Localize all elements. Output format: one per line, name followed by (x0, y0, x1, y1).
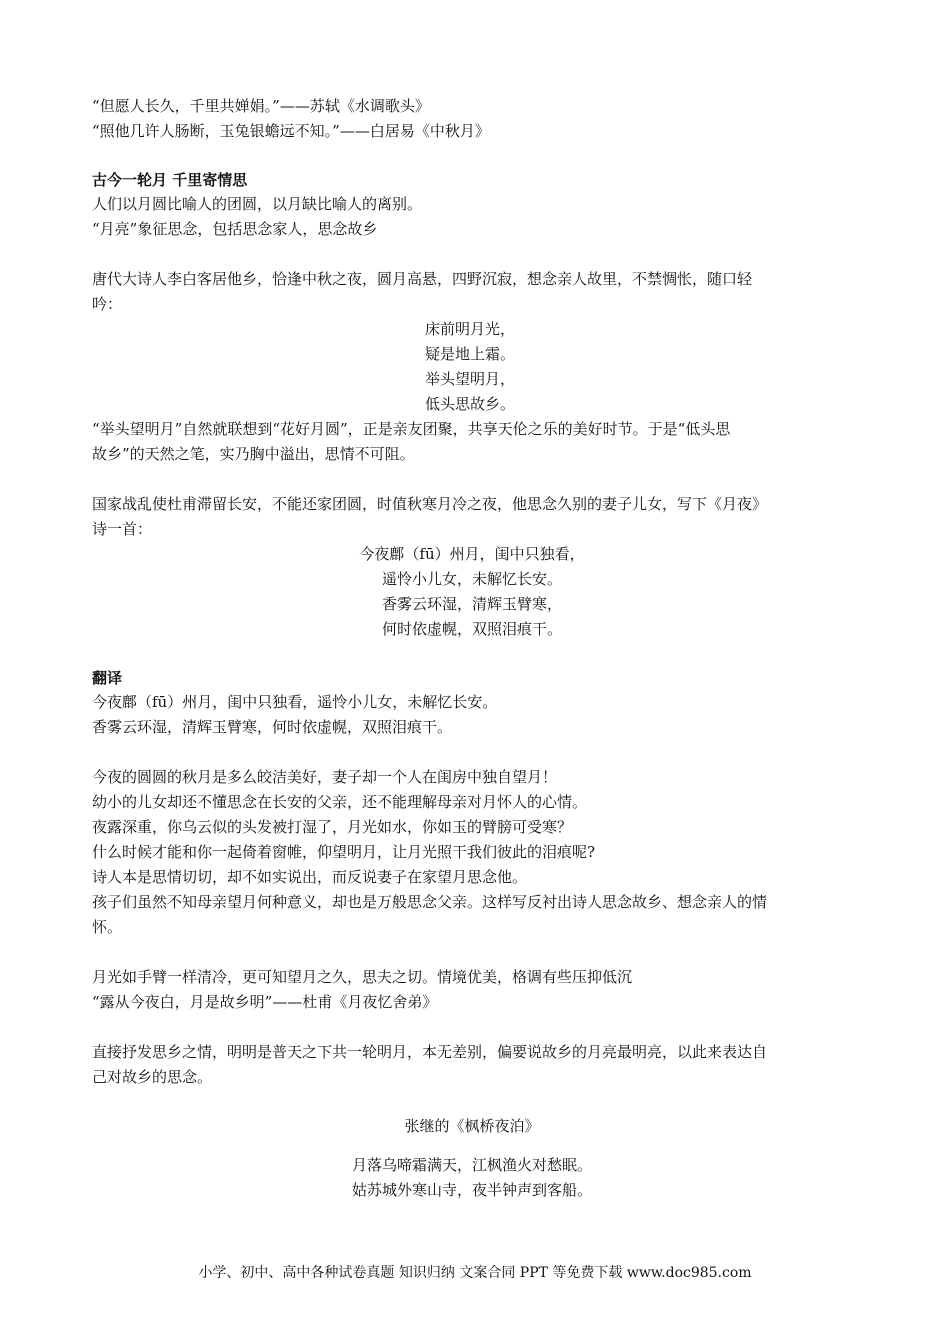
section-heading: 古今一轮月 千里寄情思 (92, 171, 248, 189)
explain-line: 怀。 (92, 918, 123, 936)
libai-intro-line: 唐代大诗人李白客居他乡，恰逢中秋之夜，圆月高悬，四野沉寂，想念亲人故里，不禁惆怅，随口轻 (92, 270, 753, 288)
explain-line: 什么时候才能和你一起倚着窗帷，仰望明月，让月光照干我们彼此的泪痕呢? (92, 843, 596, 861)
zhangji-title: 张继的《枫桥夜泊》 (404, 1117, 540, 1135)
explain-line: 夜露深重，你乌云似的头发被打湿了，月光如水，你如玉的臂膀可受寒？ (92, 818, 573, 836)
poem-line: 低头思故乡。 (425, 395, 516, 413)
libai-analysis-line: “举头望明月”自然就联想到“花好月圆”，正是亲友团聚，共享天伦之乐的美好时节。于是“低头思 (92, 420, 731, 438)
explain-line: 孩子们虽然不知母亲望月何种意义，却也是万般思念父亲。这样写反衬出诗人思念故乡、想念亲人的情 (92, 893, 768, 911)
paragraph-line: 人们以月圆比喻人的团圆，以月缺比喻人的离别。 (92, 195, 423, 213)
translation-line: 今夜鄜（fū）州月，闺中只独看，遥怜小儿女，未解忆长安。 (92, 693, 498, 711)
libai-analysis-line: 故乡”的天然之笔，实乃胸中溢出，思情不可阻。 (92, 445, 415, 463)
poem-line: 姑苏城外寒山寺，夜半钟声到客船。 (351, 1181, 592, 1199)
quote-sushi: “但愿人长久，千里共婵娟。”——苏轼《水调歌头》 (92, 97, 430, 115)
paragraph-line: “月亮”象征思念，包括思念家人，思念故乡 (92, 220, 378, 238)
mood-line: 月光如手臂一样清冷，更可知望月之久，思夫之切。情境优美，格调有些压抑低沉 (92, 968, 633, 986)
explain-line: 诗人本是思情切切，却不如实说出，而反说妻子在家望月思念他。 (92, 868, 528, 886)
poem-line: 月落乌啼霜满天，江枫渔火对愁眠。 (351, 1156, 592, 1174)
dufu-intro-line: 国家战乱使杜甫滞留长安，不能还家团圆，时值秋寒月冷之夜，他思念久别的妻子儿女，写下《月夜》 (92, 495, 768, 513)
translation-heading: 翻译 (92, 669, 123, 687)
poem-line: 遥怜小儿女，未解忆长安。 (381, 570, 562, 588)
footer-text: 小学、初中、高中各种试卷真题 知识归纳 文案合同 PPT 等免费下载 www.doc985.com (198, 1265, 752, 1281)
explain-line: 今夜的圆圆的秋月是多么皎洁美好，妻子却一个人在闺房中独自望月！ (92, 768, 558, 786)
direct-line: 直接抒发思乡之情，明明是普天之下共一轮明月，本无差别，偏要说故乡的月亮最明亮，以此来表达自 (92, 1043, 768, 1061)
poem-line: 今夜鄜（fū）州月，闺中只独看， (359, 545, 585, 563)
poem-line: 举头望明月， (425, 370, 516, 388)
poem-line: 香雾云环湿，清辉玉臂寒， (381, 595, 562, 613)
poem-line: 何时依虚幌，双照泪痕干。 (381, 620, 562, 638)
translation-line: 香雾云环湿，清辉玉臂寒，何时依虚幌，双照泪痕干。 (92, 718, 453, 736)
explain-line: 幼小的儿女却还不懂思念在长安的父亲，还不能理解母亲对月怀人的心情。 (92, 793, 588, 811)
quote-baijuyi: “照他几许人肠断，玉兔银蟾远不知。”——白居易《中秋月》 (92, 122, 490, 140)
direct-line: 己对故乡的思念。 (92, 1068, 213, 1086)
poem-line: 疑是地上霜。 (425, 345, 516, 363)
poem-line: 床前明月光， (425, 320, 516, 338)
dufu-intro-line: 诗一首： (92, 520, 153, 538)
libai-intro-line: 吟： (92, 295, 123, 313)
quote-dufu: “露从今夜白，月是故乡明”——杜甫《月夜忆舍弟》 (92, 993, 438, 1011)
